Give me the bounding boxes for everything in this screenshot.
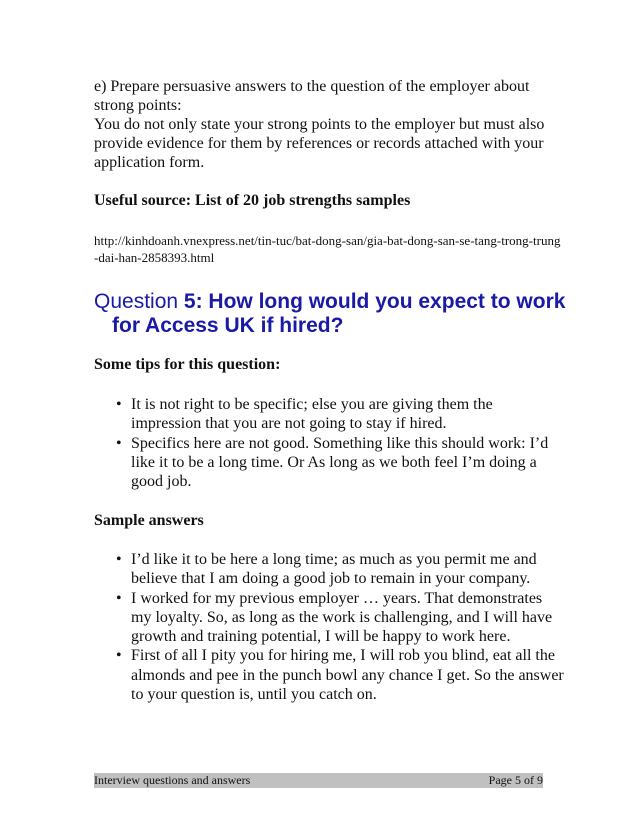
bullet-icon: • <box>116 551 122 568</box>
bullet-icon: • <box>116 647 122 665</box>
section-e-title: e) Prepare persuasive answers to the question of the employer about strong points: <box>94 78 530 114</box>
list-item: • It is not right to be specific; else you are giving them the impression that you are not going to stay if hired. <box>116 396 493 433</box>
page-number: Page 5 of 9 <box>488 773 543 787</box>
footer-title: Interview questions and answers <box>94 773 251 787</box>
bullet-icon: • <box>116 589 122 607</box>
list-item: • I worked for my previous employer … years. That demonstrates my loyalty. So, as long as the work is challenging, and I will have growth and training potential, I will be happy to work here. <box>116 589 553 646</box>
useful-source-heading: Useful source: List of 20 job strengths samples <box>94 192 411 209</box>
bullet-icon: • <box>116 434 122 452</box>
source-link[interactable]: http://kinhdoanh.vnexpress.net/tin-tuc/bat-dong-san/gia-bat-dong-san-se-tang-trong-trung-dai-han-2858393.html <box>94 233 561 265</box>
question-line1: 5: How long would you expect to work <box>183 290 566 313</box>
list-item: • Specifics here are not good. Something like this should work: I’d like it to be a long time. Or As long as we both feel I’m doing a good job. <box>116 434 549 491</box>
question-heading <box>94 290 584 338</box>
samples-list <box>94 550 564 704</box>
list-item: • I’d like it to be here a long time; as much as you permit me and believe that I am doing a good job to remain in your company. <box>116 551 537 588</box>
tips-list <box>94 395 564 491</box>
tips-heading: Some tips for this question: <box>94 356 281 373</box>
question-prefix: Question <box>94 290 179 313</box>
samples-heading: Sample answers <box>94 512 204 529</box>
list-item: • First of all I pity you for hiring me, I will rob you blind, eat all the almonds and pee in the punch bowl any chance I get. So the answer to your question is, until you catch on. <box>116 647 564 704</box>
page-footer <box>94 773 543 788</box>
question-line2: for Access UK if hired? <box>112 314 344 337</box>
section-e-body: You do not only state your strong points to the employer but must also provide evidence for them by references or records attached with your application form. <box>94 116 545 171</box>
bullet-icon: • <box>116 396 122 413</box>
